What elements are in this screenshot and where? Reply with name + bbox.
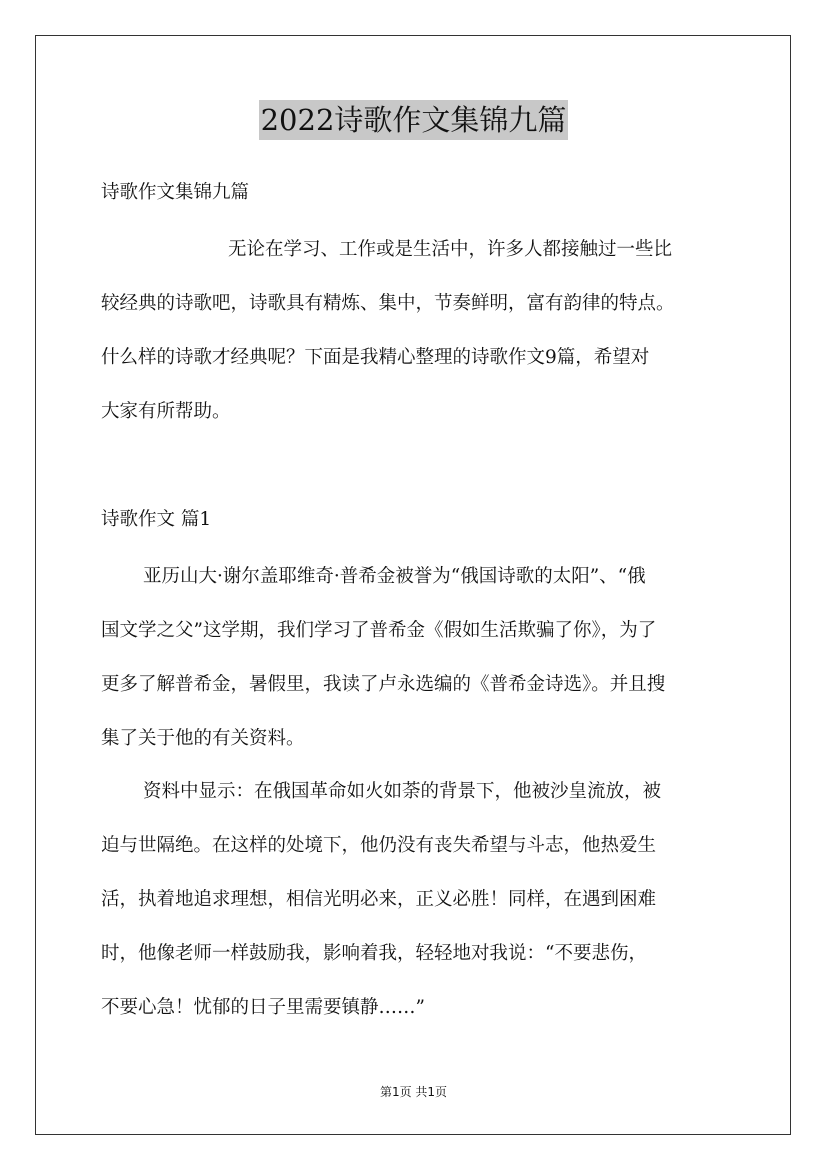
document-subtitle: 诗歌作文集锦九篇 [101, 182, 250, 203]
page-footer: 第1页 共1页 [379, 1085, 448, 1099]
paragraph-line: 不要心急！忧郁的日子里需要镇静……” [101, 997, 425, 1018]
document-title: 2022诗歌作文集锦九篇 [259, 100, 569, 140]
title-container [0, 100, 827, 140]
intro-line: 什么样的诗歌才经典呢？下面是我精心整理的诗歌作文9篇，希望对 [101, 347, 650, 368]
section-heading: 诗歌作文 篇1 [101, 509, 212, 530]
paragraph-line: 资料中显示：在俄国革命如火如荼的背景下，他被沙皇流放，被 [143, 781, 662, 802]
paragraph-line: 亚历山大·谢尔盖耶维奇·普希金被誉为“俄国诗歌的太阳”、“俄 [143, 566, 646, 587]
paragraph-line: 集了关于他的有关资料。 [101, 728, 305, 749]
intro-line: 较经典的诗歌吧，诗歌具有精炼、集中，节奏鲜明，富有韵律的特点。 [101, 293, 675, 314]
paragraph-line: 国文学之父”这学期，我们学习了普希金《假如生活欺骗了你》，为了 [101, 620, 657, 641]
paragraph-line: 更多了解普希金，暑假里，我读了卢永选编的《普希金诗选》。并且搜 [101, 674, 666, 695]
intro-line: 大家有所帮助。 [101, 401, 231, 422]
paragraph-line: 时，他像老师一样鼓励我，影响着我，轻轻地对我说：“不要悲伤， [101, 943, 647, 964]
intro-line: 无论在学习、工作或是生活中，许多人都接触过一些比 [228, 239, 673, 260]
paragraph-line: 活，执着地追求理想，相信光明必来，正义必胜！同样，在遇到困难 [101, 889, 657, 910]
paragraph-line: 迫与世隔绝。在这样的处境下，他仍没有丧失希望与斗志，他热爱生 [101, 835, 657, 856]
